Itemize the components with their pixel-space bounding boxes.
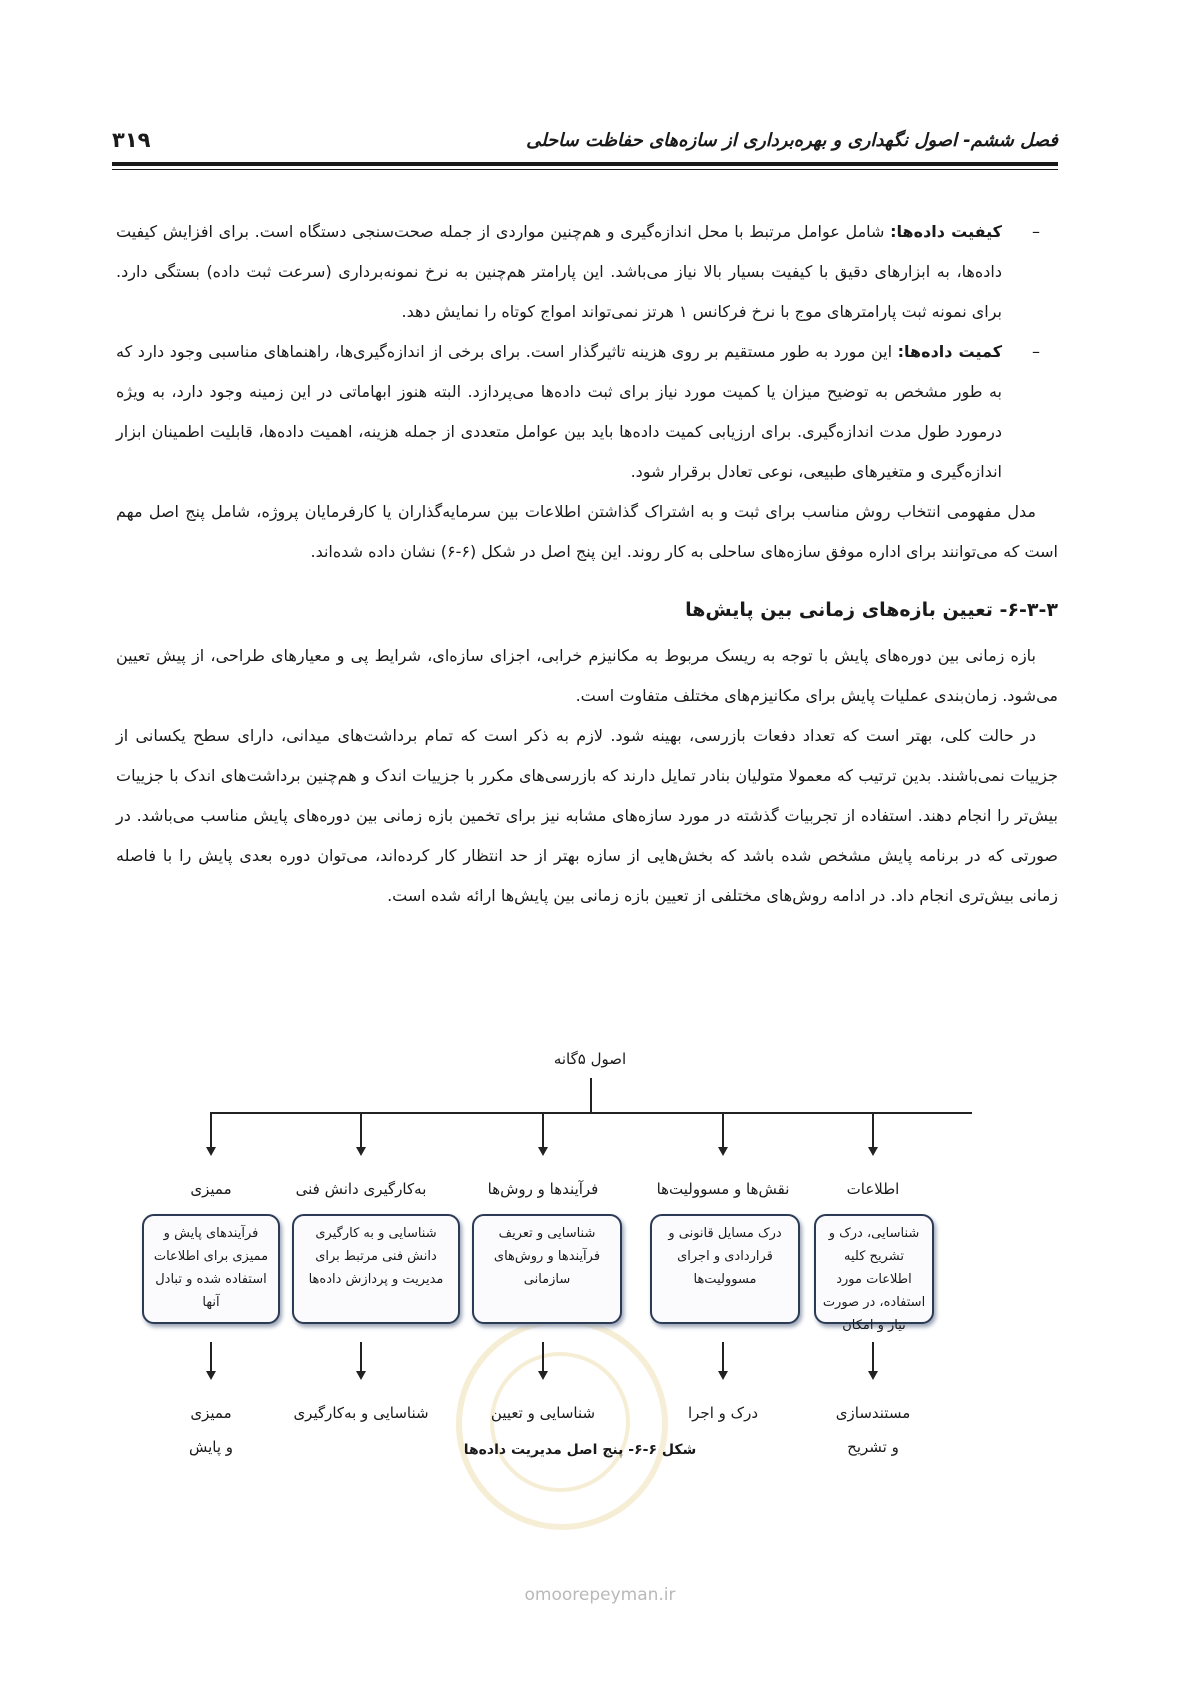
chapter-title: فصل ششم- اصول نگهداری و بهره‌برداری از سازه‌های حفاظت ساحلی bbox=[526, 130, 1058, 151]
column-result bbox=[463, 1396, 623, 1430]
watermark-site: omoorepeyman.ir bbox=[524, 1585, 676, 1605]
principle-box: شناسایی و به کارگیری دانش فنی مرتبط برای مدیریت و پردازش داده‌ها bbox=[292, 1214, 460, 1324]
bullet-dash: – bbox=[1032, 222, 1040, 241]
column-result-line: شناسایی و تعیین bbox=[490, 1404, 596, 1422]
bullet-item bbox=[116, 212, 1058, 332]
connector-drop bbox=[210, 1342, 212, 1372]
section-paragraph: بازه زمانی بین دوره‌های پایش با توجه به ریسک مربوط به مکانیزم خرابی، اجزای سازه‌ای، شرایط پی و معیارهای طراحی، از پیش تعیین می‌شود. زمان‌بندی عملیات پایش برای مکانیزم‌های مختلف متفاوت است. bbox=[116, 646, 1058, 705]
page-number: ۳۱۹ bbox=[112, 128, 151, 152]
diagram-root-label: اصول ۵گانه bbox=[553, 1050, 627, 1068]
principle-box: شناسایی، درک و تشریح کلیه اطلاعات مورد استفاده، در صورت نیاز و امکان bbox=[814, 1214, 934, 1324]
bullet-text: این مورد به طور مستقیم بر روی هزینه تاثیرگذار است. برای برخی از اندازه‌گیری‌ها، راهنماهای مناسبی وجود دارد که به طور مشخص به توضیح میزان یا کمیت مورد نیاز برای ثبت داده‌ها می‌پردازد. البته هنوز ابهاماتی در این زمینه وجود دارد، به ویژه درمورد طول مدت اندازه‌گیری. برای ارزیابی کمیت داده‌ها باید بین عوامل متعددی از جمله هزینه، اهمیت داده‌ها، قابلیت اطمینان ابزار اندازه‌گیری و متغیرهای طبیعی، نوعی تعادل برقرار شود. bbox=[116, 342, 1002, 481]
bullet-term: کمیت داده‌ها: bbox=[897, 342, 1003, 361]
arrow-down-icon bbox=[538, 1371, 548, 1380]
arrow-down-icon bbox=[356, 1147, 366, 1156]
connector-drop bbox=[872, 1112, 874, 1148]
header-rule-thin bbox=[112, 169, 1058, 170]
column-result bbox=[643, 1396, 803, 1430]
bullet-item bbox=[116, 332, 1058, 492]
connector-drop bbox=[722, 1342, 724, 1372]
section-heading: ۶-۳-۳- تعیین بازه‌های زمانی بین پایش‌ها bbox=[685, 599, 1058, 621]
intro-paragraph: مدل مفهومی انتخاب روش مناسب برای ثبت و به اشتراک گذاشتن اطلاعات بین سرمایه‌گذاران یا کارفرمایان پروژه، شامل پنج اصل مهم است که می‌توانند برای اداره موفق سازه‌های ساحلی به کار روند. این پنج اصل در شکل (۶-۶) نشان داده شده‌اند. bbox=[116, 502, 1058, 561]
arrow-down-icon bbox=[206, 1147, 216, 1156]
connector-drop bbox=[360, 1342, 362, 1372]
principle-box: درک مسایل قانونی و قراردادی و اجرای مسوولیت‌ها bbox=[650, 1214, 800, 1324]
column-result-line: و تشریح bbox=[847, 1438, 899, 1456]
bullet-dash: – bbox=[1032, 342, 1040, 361]
bullet-text: شامل عوامل مرتبط با محل اندازه‌گیری و هم‌چنین مواردی از جمله صحت‌سنجی دستگاه است. برای افزایش کیفیت داده‌ها، به ابزارهای دقیق با کیفیت بسیار بالا نیاز می‌باشد. این پارامتر هم‌چنین به نرخ نمونه‌برداری (سرعت ثبت داده) بستگی دارد. برای نمونه ثبت پارامترهای موج با نرخ فرکانس ۱ هرتز نمی‌تواند امواج کوتاه را نمایش دهد. bbox=[116, 222, 1002, 321]
connector-drop bbox=[360, 1112, 362, 1148]
column-title: به‌کارگیری دانش فنی bbox=[295, 1180, 427, 1198]
connector-bar bbox=[210, 1112, 972, 1114]
arrow-down-icon bbox=[868, 1371, 878, 1380]
connector-drop bbox=[872, 1342, 874, 1372]
column-title: فرآیندها و روش‌ها bbox=[487, 1180, 599, 1198]
arrow-down-icon bbox=[718, 1147, 728, 1156]
figure-caption: شکل ۶-۶- پنج اصل مدیریت داده‌ها bbox=[463, 1442, 697, 1458]
arrow-down-icon bbox=[718, 1371, 728, 1380]
column-result-line: ممیزی bbox=[190, 1404, 232, 1422]
connector-drop bbox=[722, 1112, 724, 1148]
column-title: ممیزی bbox=[190, 1180, 232, 1198]
arrow-down-icon bbox=[356, 1371, 366, 1380]
column-result bbox=[281, 1396, 441, 1430]
connector-stem bbox=[590, 1078, 592, 1112]
column-result-line: شناسایی و به‌کارگیری bbox=[293, 1404, 429, 1422]
page-header bbox=[112, 128, 1058, 158]
column-title: نقش‌ها و مسوولیت‌ها bbox=[656, 1180, 790, 1198]
principle-box: شناسایی و تعریف فرآیندها و روش‌های سازمانی bbox=[472, 1214, 622, 1324]
page-content bbox=[116, 212, 1058, 916]
column-result-line: و پایش bbox=[188, 1438, 234, 1456]
column-result-line: درک و اجرا bbox=[687, 1404, 758, 1422]
bullet-term: کیفیت داده‌ها: bbox=[890, 222, 1002, 241]
section-paragraph: در حالت کلی، بهتر است که تعداد دفعات بازرسی، بهینه شود. لازم به ذکر است که تمام برداشت‌های میدانی، دارای سطح یکسانی از جزییات نمی‌باشند. بدین ترتیب که معمولا متولیان بنادر تمایل دارند که بازرسی‌های مکرر با جزییات اندک و هم‌چنین برداشت‌های اندک با جزییات بیش‌تر را انجام دهند. استفاده از تجربیات گذشته در مورد سازه‌های مشابه نیز برای تخمین بازه زمانی بین دوره‌های پایش مناسب می‌باشد. در صورتی که در برنامه پایش مشخص شده باشد که بخش‌هایی از سازه بهتر از حد انتظار کار کرده‌اند، می‌توان دوره بعدی پایش را با فاصله زمانی بیش‌تری انجام داد. در ادامه روش‌های مختلفی از تعیین بازه زمانی بین پایش‌ها ارائه شده است. bbox=[116, 726, 1058, 905]
column-title: اطلاعات bbox=[846, 1180, 900, 1198]
header-rule-thick bbox=[112, 162, 1058, 166]
connector-drop bbox=[210, 1112, 212, 1148]
arrow-down-icon bbox=[206, 1371, 216, 1380]
principle-box: فرآیندهای پایش و ممیزی برای اطلاعات استفاده شده و تبادل آنها bbox=[142, 1214, 280, 1324]
arrow-down-icon bbox=[538, 1147, 548, 1156]
column-result bbox=[131, 1396, 291, 1464]
column-result-line: مستندسازی bbox=[835, 1404, 911, 1422]
connector-drop bbox=[542, 1112, 544, 1148]
arrow-down-icon bbox=[868, 1147, 878, 1156]
connector-drop bbox=[542, 1342, 544, 1372]
